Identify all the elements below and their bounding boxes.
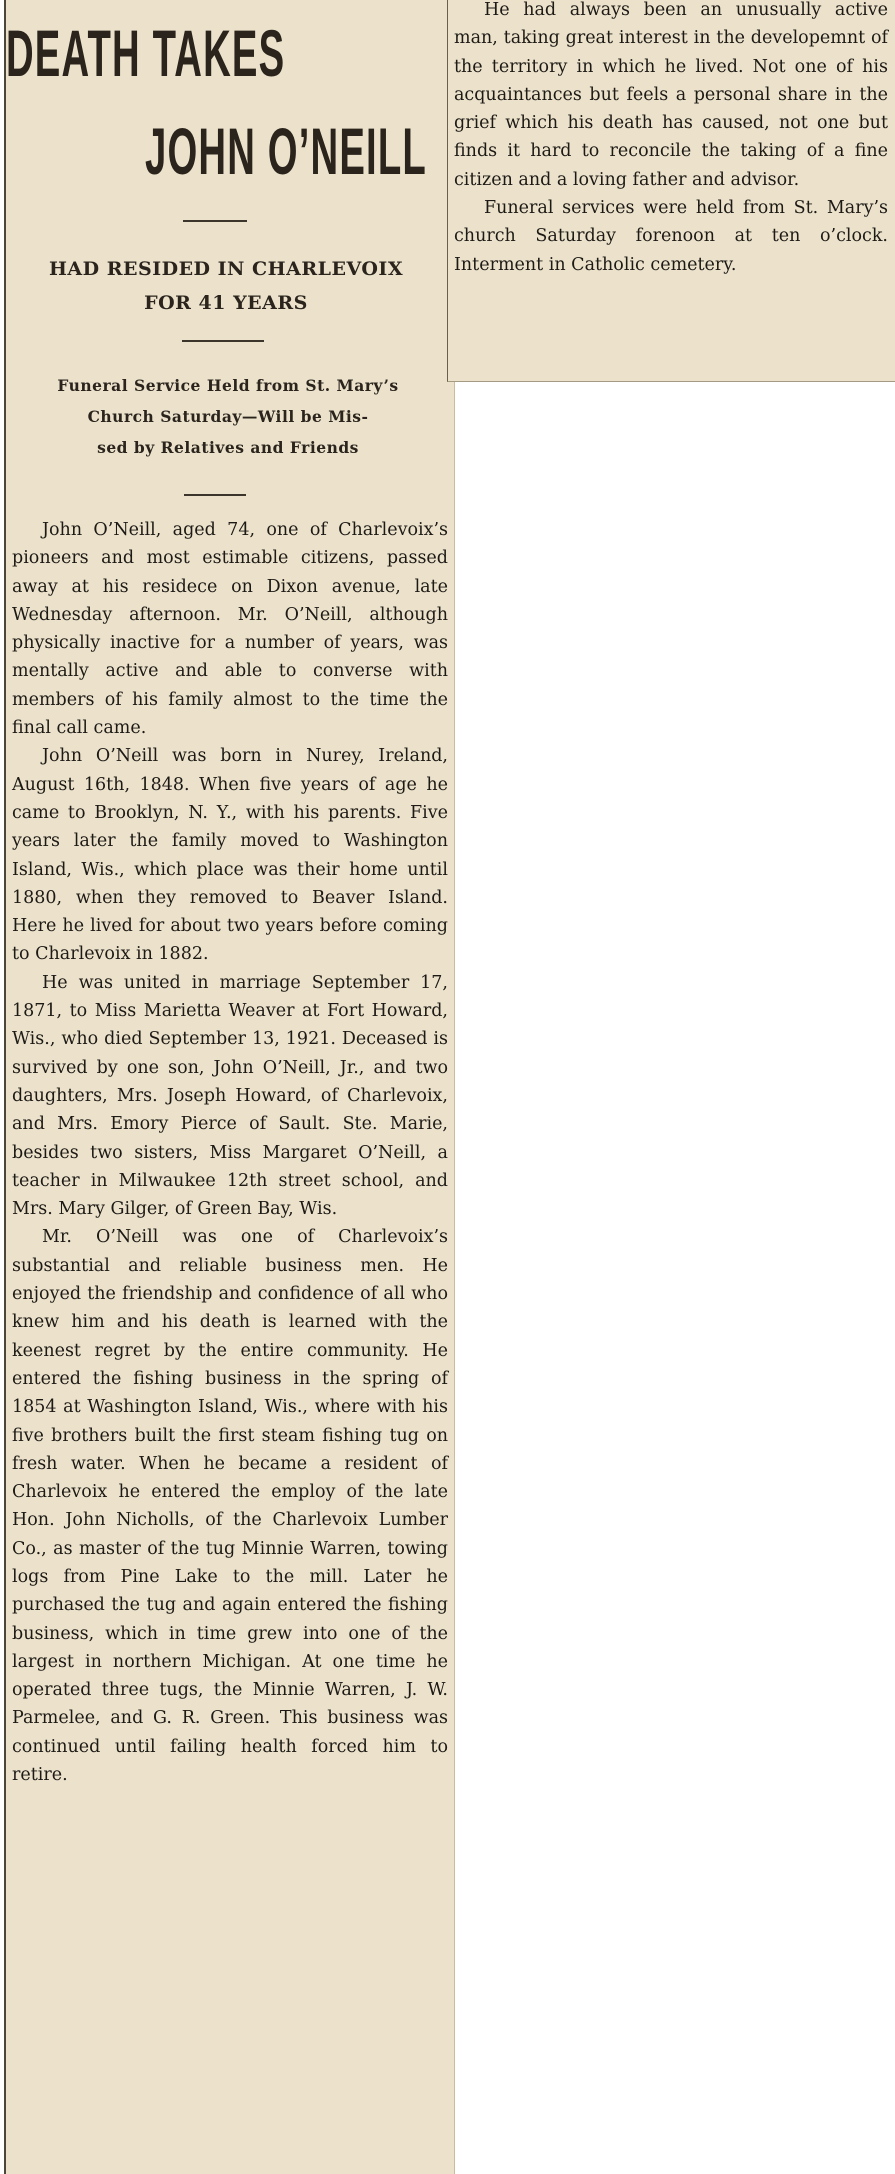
divider-rule xyxy=(184,494,246,496)
body-paragraph: He was united in marriage September 17, 1871, to Miss Marietta Weaver at Fort Howard, Wis., who died September 13, 1921. Deceased is survived by one son, John O’Neill, Jr., and two daughters, Mrs. Joseph Howard, of Charlevoix, and Mrs. Emory Pierce of Sault. Ste. Marie, besides two sisters, Miss Margaret O’Neill, a teacher in Milwaukee 12th street school, and Mrs. Mary Gilger, of Green Bay, Wis. xyxy=(12,972,448,1220)
primary-subheadline xyxy=(6,252,446,320)
divider-rule xyxy=(182,340,264,342)
secondary-subheadline-line-2: Church Saturday—Will be Mis- xyxy=(87,407,369,426)
headline-line-1: DEATH TAKES xyxy=(6,16,286,90)
article-body-left xyxy=(12,516,448,1789)
primary-subheadline-line-1: HAD RESIDED IN CHARLEVOIX xyxy=(48,258,404,280)
body-paragraph: He had always been an unusually active man, taking great interest in the developemnt of the territory in which he lived. Not one of his acquaintances but feels a personal share in the grief which his death has caused, not one but finds it hard to reconcile the taking of a fine citizen and a loving father and advisor. xyxy=(454,0,888,190)
body-paragraph: John O’Neill, aged 74, one of Charlevoix’s pioneers and most estimable citizens, passed away at his residece on Dixon avenue, late Wednesday afternoon. Mr. O’Neill, although physically inactive for a number of years, was mentally active and able to converse with members of his family almost to the time the final call came. xyxy=(12,520,448,739)
headline-line-2: JOHN O’NEILL xyxy=(145,114,427,188)
secondary-subheadline xyxy=(8,370,448,463)
body-paragraph: Funeral services were held from St. Mary’s church Saturday forenoon at ten o’clock. Interment in Catholic cemetery. xyxy=(454,198,888,275)
primary-subheadline-line-2: FOR 41 YEARS xyxy=(144,292,308,314)
article-body-right xyxy=(454,0,888,279)
secondary-subheadline-line-3: sed by Relatives and Friends xyxy=(97,438,359,457)
body-paragraph: Mr. O’Neill was one of Charlevoix’s substantial and reliable business men. He enjoyed the friendship and confidence of all who knew him and his death is learned with the keenest regret by the entire community. He entered the fishing business in the spring of 1854 at Washington Island, Wis., where with his five brothers built the first steam fishing tug on fresh water. When he became a resident of Charlevoix he entered the employ of the late Hon. John Nicholls, of the Charlevoix Lumber Co., as master of the tug Minnie Warren, towing logs from Pine Lake to the mill. Later he purchased the tug and again entered the fishing business, which in time grew into one of the largest in northern Michigan. At one time he operated three tugs, the Minnie Warren, J. W. Parmelee, and G. R. Green. This business was continued until failing health forced him to retire. xyxy=(12,1227,448,1786)
body-paragraph: John O’Neill was born in Nurey, Ireland, August 16th, 1848. When five years of age he came to Brooklyn, N. Y., with his parents. Five years later the family moved to Washington Island, Wis., which place was their home until 1880, when they removed to Beaver Island. Here he lived for about two years before coming to Charlevoix in 1882. xyxy=(12,746,448,965)
secondary-subheadline-line-1: Funeral Service Held from St. Mary’s xyxy=(57,376,399,395)
divider-rule xyxy=(183,220,247,222)
